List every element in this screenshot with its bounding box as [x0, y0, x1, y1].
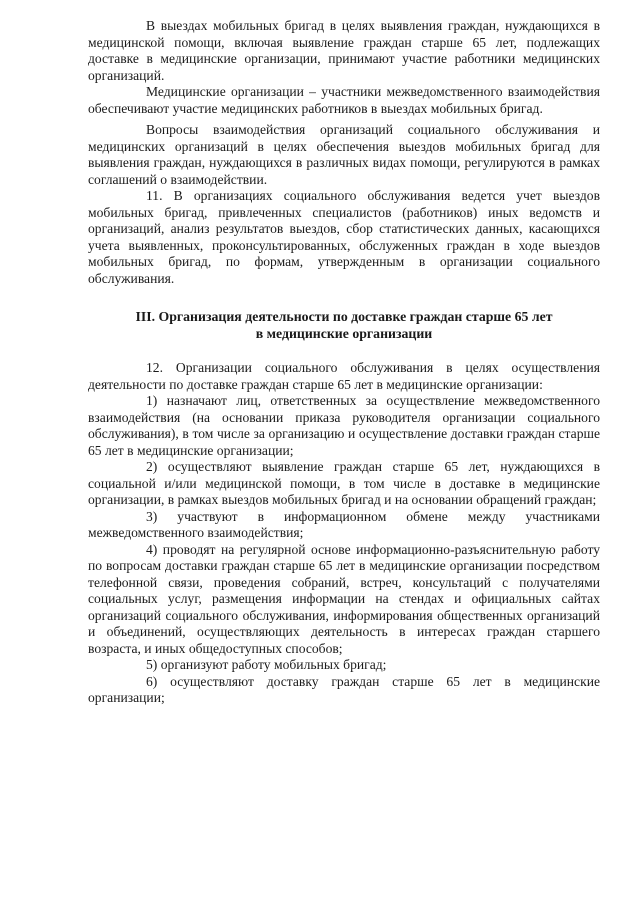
- paragraph-interaction-agreements: Вопросы взаимодействия организаций социального обслуживания и медицинских организаций в целях обеспечения выездов мобильных бригад для выявления граждан, нуждающихся в различных видах помощи, регулируются в рамках соглашений о взаимодействии.: [88, 122, 600, 187]
- paragraph-subitem-3: 3) участвуют в информационном обмене между участниками межведомственного взаимодействия;: [88, 508, 600, 540]
- paragraph-subitem-4: 4) проводят на регулярной основе информационно-разъяснительную работу по вопросам доставки граждан старше 65 лет в медицинские организации посредством телефонной связи, проведения собраний, встреч, консультаций с получателями социальных услуг, размещения информации на стендах и официальных сайтах организаций социального обслуживания, информирования общественных организаций и объединений, осуществляющих деятельность в интересах граждан старшего возраста, и иных общедоступных способов;: [88, 541, 600, 656]
- paragraph-medical-organizations-participation: Медицинские организации – участники межведомственного взаимодействия обеспечивают участие медицинских работников в выездах мобильных бригад.: [88, 84, 600, 116]
- paragraph-mobile-brigades-medical-staff: В выездах мобильных бригад в целях выявления граждан, нуждающихся в медицинской помощи, включая выявление граждан старше 65 лет, подлежащих доставке в медицинские организации, принимают участие работники медицинских организаций.: [88, 18, 600, 83]
- paragraph-subitem-5: 5) организуют работу мобильных бригад;: [146, 657, 387, 672]
- paragraph-item-12: 12. Организации социального обслуживания в целях осуществления деятельности по доставке граждан старше 65 лет в медицинские организации:: [88, 360, 600, 392]
- document-page: [88, 18, 600, 707]
- paragraph-subitem-1: 1) назначают лиц, ответственных за осуществление межведомственного взаимодействия (на основании приказа руководителя организации социального обслуживания), в том числе за организацию и осуществление доставки граждан старше 65 лет в медицинские организации;: [88, 393, 600, 458]
- section-heading-line-2: в медицинские организации: [255, 325, 433, 341]
- section-heading-line-1: III. Организация деятельности по доставке граждан старше 65 лет: [135, 309, 553, 324]
- paragraph-subitem-2: 2) осуществляют выявление граждан старше 65 лет, нуждающихся в социальной и/или медицинской помощи, в том числе в доставке в медицинские организации, в рамках выездов мобильных бригад и на основании обращений граждан;: [88, 459, 600, 507]
- paragraph-subitem-6: 6) осуществляют доставку граждан старше 65 лет в медицинские организации;: [88, 673, 600, 705]
- paragraph-item-11: 11. В организациях социального обслуживания ведется учет выездов мобильных бригад, привлеченных специалистов (работников) иных ведомств и организаций, анализ результатов выездов, сбор статистических данных, касающихся учета выявленных, проконсультированных, обслуженных граждан в ходе выездов мобильных бригад, по формам, утвержденным в организации социального обслуживания.: [88, 188, 600, 286]
